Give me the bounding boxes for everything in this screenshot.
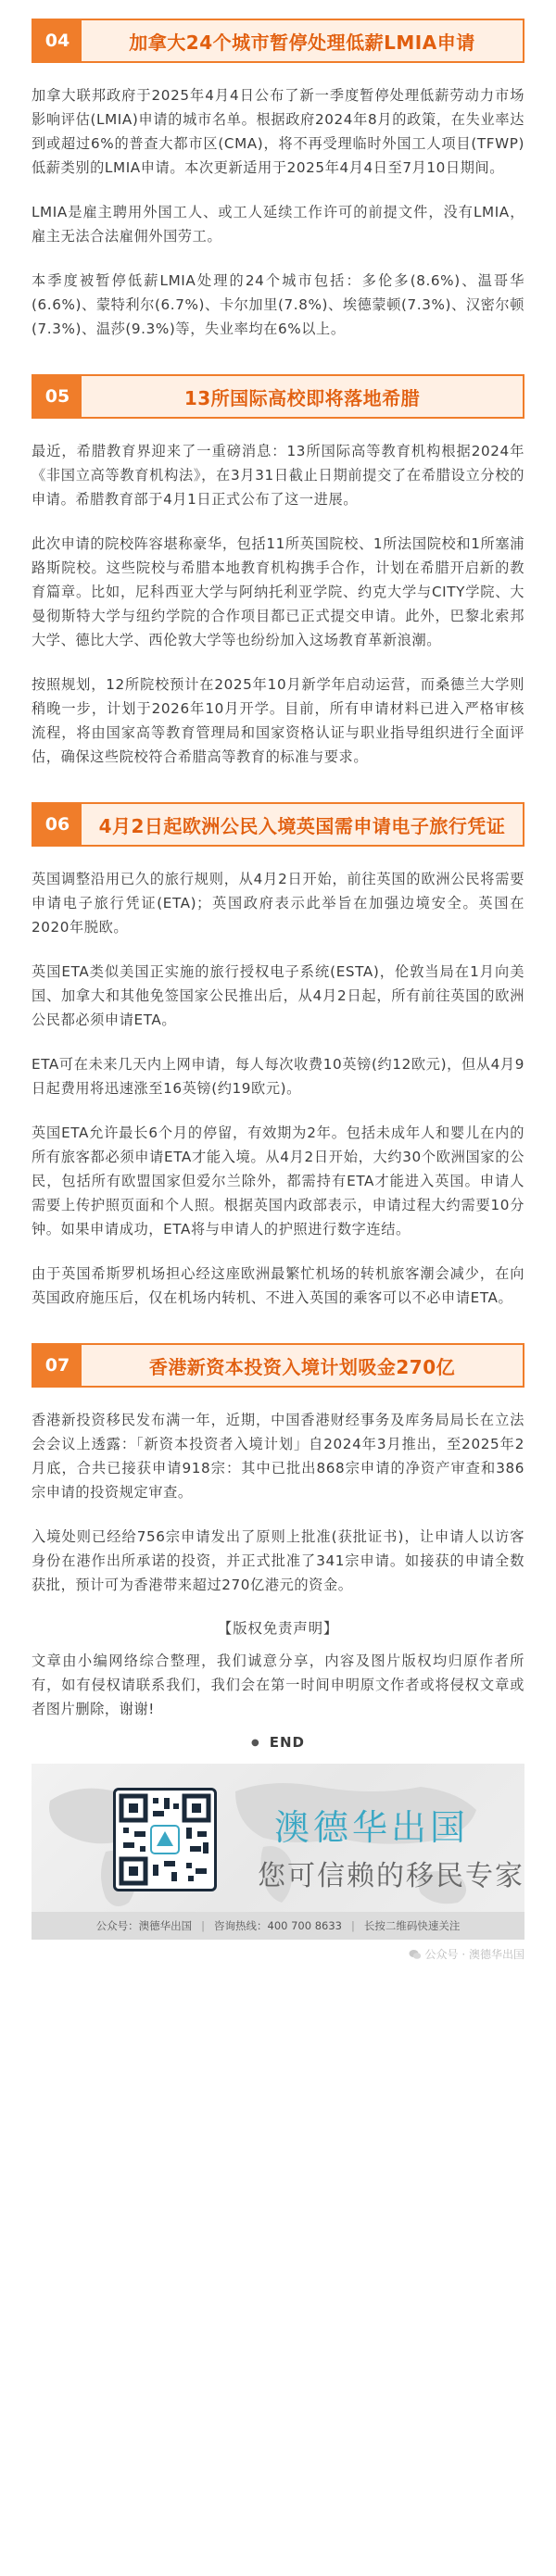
disclaimer-title: 【版权免责声明】 bbox=[217, 1620, 339, 1637]
section-header bbox=[32, 802, 524, 847]
banner-footer bbox=[32, 1912, 524, 1940]
paragraph: 英国调整沿用已久的旅行规则，从4月2日开始，前往英国的欧洲公民将需要申请电子旅行凭证(ETA)；英国政府表示此举旨在加强边境安全。英国在2020年脱欧。 bbox=[32, 871, 524, 936]
paragraph: 加拿大联邦政府于2025年4月4日公布了新一季度暂停处理低薪劳动力市场影响评估(LMIA)申请的城市名单。根据政府2024年8月的政策，在失业率达到或超过6%的普查大都市区(CMA)，将不再受理临时外国工人项目(TFWP)低薪类别的LMIA申请。本次更新适用于2025年4月4日至7月10日期间。 bbox=[32, 87, 524, 176]
paragraph: 最近，希腊教育界迎来了一重磅消息：13所国际高等教育机构根据2024年《非国立高等教育机构法》，在3月31日截止日期前提交了在希腊设立分校的申请。希腊教育部于4月1日正式公布了这一进展。 bbox=[32, 443, 524, 508]
section-number: 05 bbox=[33, 376, 82, 417]
end-marker bbox=[0, 1734, 556, 1751]
footer-account: 公众号：澳德华出国 bbox=[95, 1919, 193, 1932]
section-title: 加拿大24个城市暂停处理低薪LMIA申请 bbox=[82, 20, 523, 61]
section-06 bbox=[0, 802, 556, 1310]
disclaimer-text: 文章由小编网络综合整理，我们诚意分享，内容及图片版权均归原作者所有，如有侵权请联系我们，我们会在第一时间申明原文作者或将侵权文章或者图片删除，谢谢! bbox=[32, 1652, 524, 1717]
section-title: 13所国际高校即将落地希腊 bbox=[82, 376, 523, 417]
brand-slogan: 您可信赖的移民专家 bbox=[258, 1860, 524, 1892]
footer-qr-hint: 长按二维码快速关注 bbox=[363, 1919, 461, 1932]
dot-icon: ● bbox=[251, 1737, 260, 1748]
paragraph: 入境处则已经给756宗申请发出了原则上批准(获批证书)，让申请人以访客身份在港作出所承诺的投资，并正式批准了341宗申请。如接获的申请全数获批，预计可为香港带来超过270亿港元的资金。 bbox=[32, 1528, 524, 1593]
qr-code-icon bbox=[116, 1791, 214, 1889]
section-number: 04 bbox=[33, 20, 82, 61]
paragraph: 英国ETA类似美国正实施的旅行授权电子系统(ESTA)，伦敦当局在1月向美国、加拿大和其他免签国家公民推出后，从4月2日起，所有前往英国的欧洲公民都必须申请ETA。 bbox=[32, 963, 524, 1028]
section-number: 07 bbox=[33, 1345, 82, 1386]
section-title: 4月2日起欧洲公民入境英国需申请电子旅行凭证 bbox=[82, 804, 523, 845]
end-label: END bbox=[269, 1734, 305, 1751]
section-07 bbox=[0, 1343, 556, 1597]
paragraph: 此次申请的院校阵容堪称豪华，包括11所英国院校、1所法国院校和1所塞浦路斯院校。这些院校与希腊本地教育机构携手合作，计划在希腊开启新的教育篇章。比如，尼科西亚大学与阿纳托利亚学院、约克大学与CITY学院、大曼彻斯特大学与纽约学院的合作项目都已正式提交申请。此外，巴黎北索邦大学、德比大学、西伦敦大学等也纷纷加入这场教育革新浪潮。 bbox=[32, 535, 524, 648]
section-number: 06 bbox=[33, 804, 82, 845]
section-title: 香港新资本投资入境计划吸金270亿 bbox=[82, 1345, 523, 1386]
section-header bbox=[32, 1343, 524, 1388]
watermark-row bbox=[32, 1940, 524, 1967]
paragraph: 英国ETA允许最长6个月的停留，有效期为2年。包括未成年人和婴儿在内的所有旅客都必须申请ETA才能入境。从4月2日开始，大约30个欧洲国家的公民，包括所有欧盟国家但爱尔兰除外，都需持有ETA才能进入英国。申请人需要上传护照页面和个人照。根据英国内政部表示，申请过程大约需要10分钟。如果申请成功，ETA将与申请人的护照进行数字连结。 bbox=[32, 1125, 524, 1238]
section-header bbox=[32, 19, 524, 63]
section-04 bbox=[0, 0, 556, 341]
paragraph: 按照规划，12所院校预计在2025年10月新学年启动运营，而桑德兰大学则稍晚一步，计划于2026年10月开学。目前，所有申请材料已进入严格审核流程，将由国家高等教育管理局和国家资格认证与职业指导组织进行全面评估，确保这些院校符合希腊高等教育的标准与要求。 bbox=[32, 676, 524, 765]
brand-name: 澳德华出国 bbox=[274, 1807, 470, 1848]
paragraph: 本季度被暂停低薪LMIA处理的24个城市包括：多伦多(8.6%)、温哥华(6.6%)、蒙特利尔(6.7%)、卡尔加里(7.8%)、埃德蒙顿(7.3%)、汉密尔顿(7.3%)、温莎(9.3%)等，失业率均在6%以上。 bbox=[32, 272, 524, 337]
brand-banner bbox=[32, 1764, 524, 1940]
paragraph: 香港新投资移民发布满一年，近期，中国香港财经事务及库务局局长在立法会会议上透露：「新资本投资者入境计划」自2024年3月推出，至2025年2月底，合共已接获申请918宗：其中已批出868宗申请的净资产审查和386宗申请的投资规定审查。 bbox=[32, 1412, 524, 1501]
separator: | bbox=[201, 1919, 205, 1932]
wechat-watermark bbox=[409, 1946, 524, 1962]
wechat-icon bbox=[409, 1948, 422, 1961]
paragraph: LMIA是雇主聘用外国工人、或工人延续工作许可的前提文件，没有LMIA，雇主无法合法雇佣外国劳工。 bbox=[32, 204, 524, 245]
watermark-text: 公众号 · 澳德华出国 bbox=[424, 1948, 524, 1961]
section-05 bbox=[0, 374, 556, 769]
qr-code[interactable] bbox=[113, 1788, 217, 1891]
separator: | bbox=[350, 1919, 355, 1932]
paragraph: ETA可在未来几天内上网申请，每人每次收费10英镑(约12欧元)，但从4月9日起费用将迅速涨至16英镑(约19欧元)。 bbox=[32, 1056, 524, 1097]
section-header bbox=[32, 374, 524, 419]
footer-hotline: 咨询热线：400 700 8633 bbox=[214, 1919, 342, 1932]
paragraph: 由于英国希斯罗机场担心经这座欧洲最繁忙机场的转机旅客潮会减少，在向英国政府施压后，仅在机场内转机、不进入英国的乘客可以不必申请ETA。 bbox=[32, 1265, 524, 1306]
